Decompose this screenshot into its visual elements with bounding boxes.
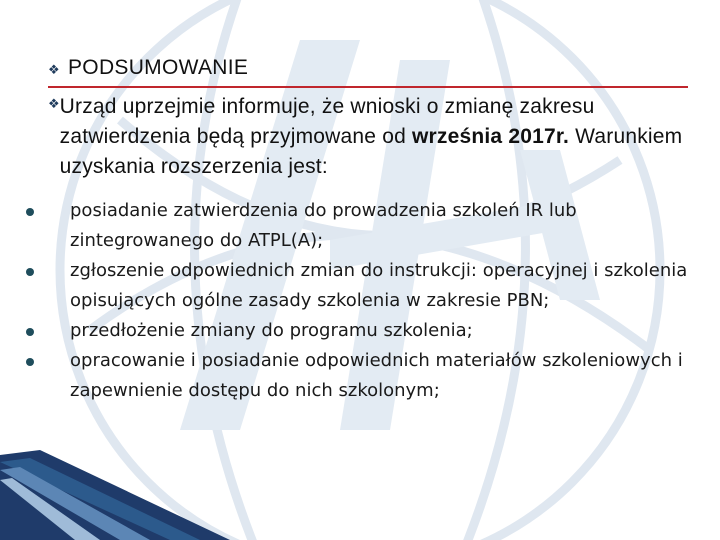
requirements-list — [22, 196, 692, 406]
title-underline — [48, 86, 688, 88]
list-item-text: zgłoszenie odpowiednich zmian do instrukcji: operacyjnej i szkolenia opisujących ogólne zasady szkolenia w zakresie PBN; — [70, 260, 688, 311]
list-item — [22, 196, 692, 256]
square-bullet-icon: ❖ — [48, 96, 60, 111]
heading-row — [48, 56, 688, 80]
list-item — [22, 256, 692, 316]
list-item-text: posiadanie zatwierdzenia do prowadzenia szkoleń IR lub zintegrowanego do ATPL(A); — [70, 200, 577, 251]
round-bullet-icon — [26, 268, 34, 276]
list-item — [22, 316, 692, 346]
slide-title: PODSUMOWANIE — [68, 56, 249, 79]
intro-text-part2: Warunkiem uzyskania rozszerzenia jest: — [59, 125, 683, 178]
round-bullet-icon — [26, 328, 34, 336]
list-item — [22, 346, 692, 406]
intro-date-bold: września 2017r. — [411, 125, 570, 148]
square-bullet-icon: ❖ — [48, 62, 60, 77]
list-item-text: przedłożenie zmiany do programu szkolenia; — [70, 320, 473, 341]
intro-text-part1: Urząd uprzejmie informuje, że wnioski o zmianę zakresu zatwierdzenia będą przyjmowane od — [59, 95, 595, 148]
list-item-text: opracowanie i posiadanie odpowiednich materiałów szkoleniowych i zapewnienie dostępu do nich szkolonym; — [70, 350, 683, 401]
intro-paragraph — [60, 92, 688, 182]
round-bullet-icon — [26, 208, 34, 216]
round-bullet-icon — [26, 358, 34, 366]
intro-row — [48, 92, 688, 182]
